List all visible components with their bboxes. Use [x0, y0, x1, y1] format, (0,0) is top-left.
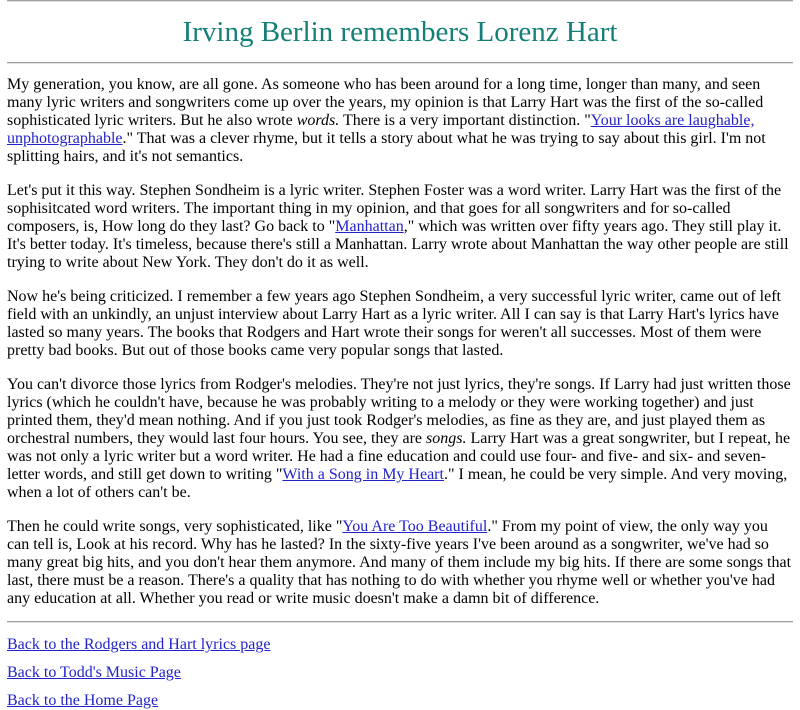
paragraph-1: My generation, you know, are all gone. As someone who has been around for a long time, longer than many, and seen many lyric writers and songwriters come up over the years, my opinion is that Larry Hart was the first of the so-called sophisticated lyric writers. But he also wrote words. There is a very important distinction. "Your looks are laughable, unphotographable." That was a clever rhyme, but it tells a story about what he was trying to say about this girl. I'm not splitting hairs, and it's not semantics.	[7, 76, 766, 165]
article-body	[7, 76, 793, 608]
link-manhattan[interactable]: Manhattan	[335, 218, 404, 235]
paragraph-3: Now he's being criticized. I remember a few years ago Stephen Sondheim, a very successful lyric writer, came out of left field with an unkindly, an unjust interview about Larry Hart as a lyric writer. All I can say is that Larry Hart's lyrics have lasted so many years. The books that Rodgers and Hart wrote their songs for weren't all successes. Most of them were pretty bad books. But out of those books came very popular songs that lasted.	[7, 288, 781, 359]
link-rodgers-hart-lyrics-page[interactable]: Back to the Rodgers and Hart lyrics page	[7, 636, 271, 653]
link-todds-music-page[interactable]: Back to Todd's Music Page	[7, 664, 181, 681]
emphasis-words: words.	[296, 112, 340, 129]
link-home-page[interactable]: Back to the Home Page	[7, 692, 159, 709]
paragraph-2: Let's put it this way. Stephen Sondheim is a lyric writer. Stephen Foster was a word writer. Larry Hart was the first of the sophisitcated word writers. The important thing in my opinion, and that goes for all songwriters and for so-called composers, is, How long do they last? Go back to "Manhattan," which was written over fifty years ago. They still play it. It's better today. It's timeless, because there's still a Manhattan. Larry wrote about Manhattan the way other people are still trying to write about New York. They don't do it as well.	[7, 182, 789, 271]
paragraph-5: Then he could write songs, very sophisticated, like "You Are Too Beautiful." From my point of view, the only way you can tell is, Look at his record. Why has he lasted? In the sixty-five years I've been around as a songwriter, we've had so many great big hits, and you don't hear them anymore. And many of them include my big hits. If there are some songs that last, there must be a reason. There's a quality that has nothing to do with whether you rhyme well or whether you've had any education at all. Whether you read or write music doesn't make a damn bit of difference.	[7, 518, 792, 607]
paragraph-4: You can't divorce those lyrics from Rodger's melodies. They're not just lyrics, they're songs. If Larry had just written those lyrics (which he couldn't have, because he was probably writing to a melody or they were working together) and just printed them, they'd mean nothing. And if you just took Rodger's melodies, as fine as they are, and just played them as orchestral numbers, they would last four hours. You see, they are songs. Larry Hart was a great songwriter, but I repeat, he was not only a lyric writer but a word writer. He had a fine education and could use four- and five- and six- and seven-letter words, and still get down to writing "With a Song in My Heart." I mean, he could be very simple. And very moving, when a lot of others can't be.	[7, 376, 791, 501]
top-divider	[7, 0, 793, 2]
footer-divider	[7, 621, 793, 623]
page-title: Irving Berlin remembers Lorenz Hart	[182, 16, 618, 48]
navigation-links	[7, 636, 793, 710]
link-your-looks-are-laughable[interactable]: Your looks are laughable, unphotographable	[7, 112, 755, 147]
link-you-are-too-beautiful[interactable]: You Are Too Beautiful	[342, 518, 488, 535]
title-divider	[7, 62, 793, 64]
emphasis-songs: songs.	[426, 430, 467, 447]
link-with-a-song-in-my-heart[interactable]: With a Song in My Heart	[282, 466, 444, 483]
